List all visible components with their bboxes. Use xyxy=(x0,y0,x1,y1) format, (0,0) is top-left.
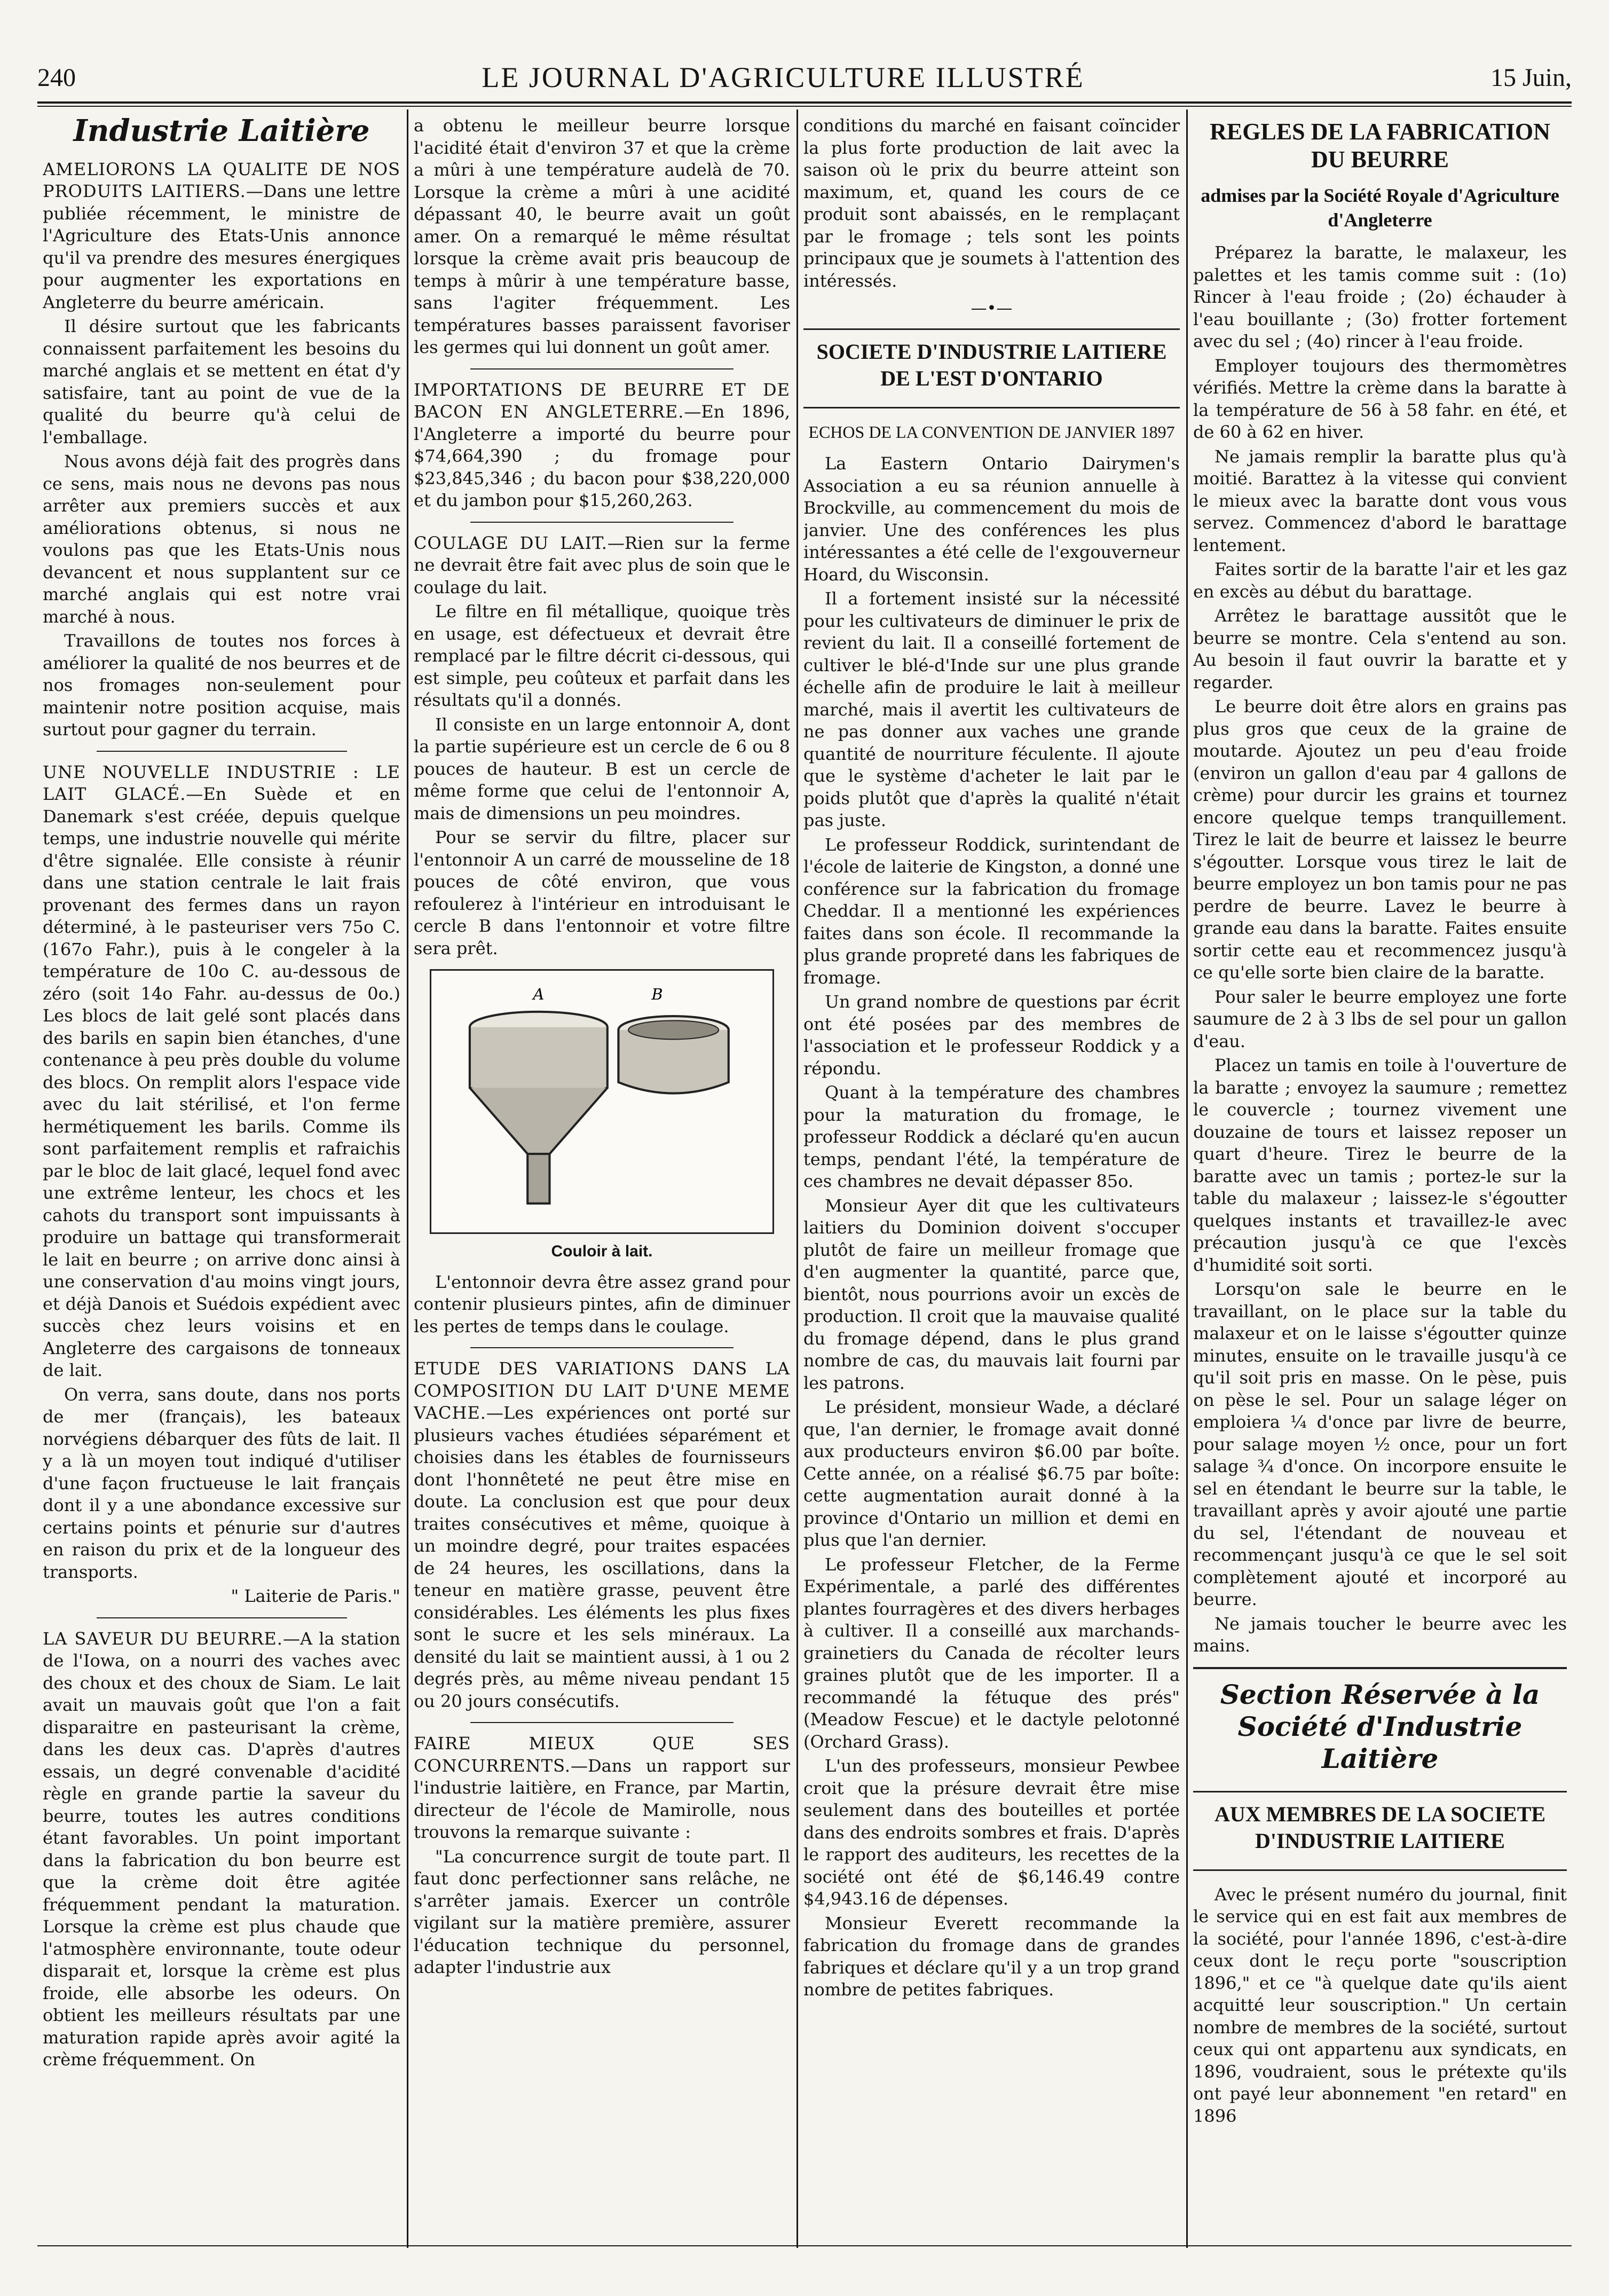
article-paragraph: La Eastern Ontario Dairymen's Association a eu sa réunion annuelle à Brockville, au commencement du mois de janvier. Une des conférences les plus intéressantes a été celle de l'exgouverneur Hoard, du Wisconsin. xyxy=(803,453,1180,585)
article-paragraph: Arrêtez le barattage aussitôt que le beurre se montre. Cela s'entend au son. Au besoin il faut ouvrir la baratte et y regarder. xyxy=(1193,606,1567,693)
article-paragraph: Il a fortement insisté sur la nécessité pour les cultivateurs de diminuer le prix de revient du lait. Il a conseillé fortement de cultiver le blé-d'Inde sur une plus grande échelle afin de produire le lait à meilleur marché, mais il avertit les cultivateurs de ne pas donner aux vaches une grande quantité de nourriture féculente. Il ajoute que le système d'acheter le lait par le poids plutôt que d'après la qualité n'était pas juste. xyxy=(803,588,1180,830)
article-paragraph: FAIRE MIEUX QUE SES CONCURRENTS.—Dans un rapport sur l'industrie laitière, en France, par Martin, directeur de l'école de Mamirolle, nous trouvons la remarque suivante : xyxy=(414,1733,790,1842)
article-paragraph: Le professeur Roddick, surintendant de l'école de laiterie de Kingston, a donné une conférence sur la fabrication du fromage Cheddar. Il a mentionné les expériences faites dans son école. Il recommande la plus grande propreté dans les fabriques de fromage. xyxy=(803,834,1180,988)
article-title: ETUDE DES VARIATIONS DANS LA COMPOSITION DU LAIT D'UNE MEME VACHE. xyxy=(414,1358,790,1423)
article-paragraph: conditions du marché en faisant coïncider la plus forte production de lait avec la saison où le prix du beurre atteint son maximum, et, quand les cours de ce produit sont abaissés, en le remplaçant par le fromage ; tels sont les points principaux que je soumets à l'attention des intéressés. xyxy=(803,115,1180,291)
article-paragraph: Faites sortir de la baratte l'air et les gaz en excès au début du barattage. xyxy=(1193,559,1567,602)
column-2 xyxy=(414,115,790,2243)
column-divider xyxy=(796,109,798,2248)
article-paragraph: Quant à la température des chambres pour la maturation du fromage, le professeur Roddick a déclaré qu'en aucun temps, pendant l'été, la température de ces chambres ne devait dépasser 85o. xyxy=(803,1082,1180,1191)
article-title: IMPORTATIONS DE BEURRE ET DE BACON EN ANGLETERRE. xyxy=(414,379,790,422)
article-paragraph: Un grand nombre de questions par écrit ont été posées par des membres de l'association et le professeur Roddick y a répondu. xyxy=(803,992,1180,1079)
article-paragraph: L'un des professeurs, monsieur Pewbee croit que la présure devrait être mise seulement dans des bouteilles et portée dans des endroits sombres et frais. D'après le rapport des auditeurs, les recettes de la société ont été de $6,146.49 contre $4,943.16 de dépenses. xyxy=(803,1756,1180,1909)
section-heading: Section Réservée à la Société d'Industrie Laitière xyxy=(1220,1678,1540,1774)
article-paragraph: Employer toujours des thermomètres vérifiés. Mettre la crème dans la baratte à la température de 56 à 58 fahr. en été, et de 60 à 62 en hiver. xyxy=(1193,355,1567,442)
milk-strainer-figure xyxy=(430,969,774,1234)
figure-label-a: A xyxy=(533,985,545,1004)
article-paragraph: Nous avons déjà fait des progrès dans ce sens, mais nous ne devons pas nous arrêter aux premiers succès et aux améliorations obtenus, si nous ne voulons pas que les Etats-Unis nous devancent et nous supplantent sur ce marché anglais qui est notre vrai marché à nous. xyxy=(43,451,400,627)
page-header xyxy=(37,53,1572,101)
article-paragraph: Préparez la baratte, le malaxeur, les palettes et les tamis comme suit : (1o) Rincer à l'eau froide ; (2o) échauder à l'eau bouillante ; (3o) frotter fortement avec du sel ; (4o) rincer à l'eau froide. xyxy=(1193,242,1567,351)
column-1 xyxy=(43,115,400,2243)
article-paragraph: IMPORTATIONS DE BEURRE ET DE BACON EN ANGLETERRE.—En 1896, l'Angleterre a importé du beurre pour $74,664,390 ; du fromage pour $23,845,346 ; du bacon pour $38,220,000 et du jambon pour $15,260,263. xyxy=(414,379,790,510)
journal-title: LE JOURNAL D'AGRICULTURE ILLUSTRÉ xyxy=(482,61,1085,93)
article-separator xyxy=(97,1617,347,1618)
issue-date: 15 Juin, xyxy=(1490,63,1572,92)
ring-b-shape xyxy=(618,1016,728,1093)
article-paragraph: Le beurre doit être alors en grains pas plus gros que ceux de la graine de moutarde. Ajoutez un peu d'eau froide (environ un gallon d'eau par 4 gallons de crème) pour durcir les grains et tournez encore quelque temps tranquillement. Tirez le lait de beurre et laissez le beurre s'égoutter. Lorsque vous tirez le lait de beurre employez un bon tamis pour ne pas perdre de beurre. Lavez le beurre à grande eau dans la baratte. Faites ensuite sortir cette eau et recommencez jusqu'à ce qu'elle sorte bien claire de la baratte. xyxy=(1193,696,1567,982)
funnel-illustration xyxy=(437,976,767,1227)
article-paragraph: Il désire surtout que les fabricants connaissent parfaitement les besoins du marché anglais et se mettent en état d'y satisfaire, tant au point de vue de la qualité du beurre qu'à celui de l'emballage. xyxy=(43,316,400,447)
header-rule-thick xyxy=(37,101,1572,104)
column-divider xyxy=(407,109,408,2248)
article-paragraph: UNE NOUVELLE INDUSTRIE : LE LAIT GLACÉ.—En Suède et en Danemark s'est créée, depuis quelque temps, une industrie nouvelle qui mérite d'être signalée. Elle consiste à réunir dans une station centrale le lait frais provenant des fermes dans un rayon déterminé, à le pasteuriser vers 75o C. (167o Fahr.), puis à le congeler à la température de 10o C. au-dessous de zéro (soit 14o Fahr. au-dessus de 0o.) Les blocs de lait gelé sont placés dans des barils en sapin bien étanches, d'une contenance à peu près double du volume des blocs. On remplit alors l'espace vide avec du lait stérilisé, et l'on ferme hermétiquement les barils. Comme ils sont parfaitement remplis et rafraichis par le bloc de lait glacé, lequel fond avec une extrême lenteur, les chocs et les cahots du transport sont impuissants à produire un battage qui transformerait le lait en beurre ; on arrive donc ainsi à une conservation d'au moins vingt jours, et déjà Danois et Suédois expédient avec succès chez leurs voisins et en Angleterre des cargaisons de tonneaux de lait. xyxy=(43,761,400,1380)
article-paragraph: Ne jamais remplir la baratte plus qu'à moitié. Barattez à la vitesse qui convient le mieux avec la baratte dont vous vous servez. Commencez d'abord le barattage lentement. xyxy=(1193,446,1567,555)
section-rule xyxy=(1193,1667,1567,1669)
article-paragraph: "La concurrence surgit de toute part. Il faut donc perfectionner sans relâche, ne s'arrêter jamais. Exercer un contrôle vigilant sur la matière première, assurer l'éducation technique du personnel, adapter l'industrie aux xyxy=(414,1846,790,1977)
column-4 xyxy=(1193,115,1567,2243)
article-paragraph: Le filtre en fil métallique, quoique très en usage, est défectueux et devrait être remplacé par le filtre décrit ci-dessous, qui est simple, peu coûteux et parfait dans les résultats qu'il a donnés. xyxy=(414,601,790,710)
article-subheading: admises par la Société Royale d'Agriculture d'Angleterre xyxy=(1201,185,1559,231)
section-heading: Industrie Laitière xyxy=(73,115,370,148)
article-paragraph: ETUDE DES VARIATIONS DANS LA COMPOSITION DU LAIT D'UNE MEME VACHE.—Les expériences ont porté sur plusieurs vaches étudiées séparément et choisies dans les étables de fournisseurs dont l'honnêteté ne peut être mise en doute. La conclusion est que pour deux traites consécutives et même, quoique à un moindre degré, pour traites espacées de 24 heures, les oscillations, dans la teneur en matière grasse, peuvent être considérables. Les éléments les plus fixes sont le sucre et les sels minéraux. La densité du lait se maintient aussi, à 1 ou 2 degrés près, au même niveau pendant 15 ou 20 jours consécutifs. xyxy=(414,1358,790,1711)
article-title: AMELIORONS LA QUALITE DE NOS PRODUITS LAITIERS. xyxy=(43,159,400,201)
article-heading: REGLES DE LA FABRICATION DU BEURRE xyxy=(1210,119,1550,172)
article-paragraph: Monsieur Everett recommande la fabrication du fromage dans de grandes fabriques et déclare qu'il y a un trop grand nombre de petites fabriques. xyxy=(803,1913,1180,2000)
ornament-divider: —•— xyxy=(971,299,1013,318)
figure-caption: Couloir à lait. xyxy=(551,1243,653,1260)
article-paragraph: a obtenu le meilleur beurre lorsque l'acidité était d'environ 37 et que la crème a mûri à une température audelà de 70. Lorsque la crème a mûri à une acidité dépassant 40, le beurre avait un goût amer. On a remarqué le même résultat lorsque la crème avait pris beaucoup de temps à mûrir à une température basse, sans l'agiter fréquemment. Les températures basses paraissent favoriser les germes qui lui donnent un goût amer. xyxy=(414,115,790,357)
figure-label-b: B xyxy=(651,985,663,1004)
column-divider xyxy=(1186,109,1188,2248)
article-heading: AUX MEMBRES DE LA SOCIETE D'INDUSTRIE LAITIERE xyxy=(1214,1802,1546,1853)
article-paragraph: Monsieur Ayer dit que les cultivateurs laitiers du Dominion doivent s'occuper plutôt de faire un meilleur fromage que d'en augmenter la quantité, parce que, bientôt, nous pourrions avoir un excès de production. Il croit que la mauvaise qualité du fromage dépend, dans le plus grand nombre de cas, du mauvais lait fourni par les patrons. xyxy=(803,1195,1180,1393)
article-paragraph: On verra, sans doute, dans nos ports de mer (français), les bateaux norvégiens débarquer des fûts de lait. Il y a là un moyen tout indiqué d'utiliser d'une façon fructueuse le lait français dont il y a une abondance excessive sur certains points et pénurie sur d'autres en raison du prix et de la longueur des transports. xyxy=(43,1384,400,1582)
article-paragraph: Travaillons de toutes nos forces à améliorer la qualité de nos beurres et de nos fromages non-seulement pour maintenir notre position acquise, mais surtout pour gagner du terrain. xyxy=(43,631,400,740)
article-separator xyxy=(470,1722,734,1723)
footer-rule xyxy=(37,2245,1572,2246)
article-paragraph: L'entonnoir devra être assez grand pour contenir plusieurs pintes, afin de diminuer les pertes de temps dans le coulage. xyxy=(414,1271,790,1336)
article-paragraph: Pour se servir du filtre, placer sur l'entonnoir A un carré de mousseline de 18 pouces de côté environ, que vous refoulerez à l'intérieur en introduisant le cercle B dans l'entonnoir et votre filtre sera prêt. xyxy=(414,827,790,958)
article-paragraph: Lorsqu'on sale le beurre en le travaillant, on le place sur la table du malaxeur et on le laisse s'égoutter quinze minutes, ensuite on le travaille jusqu'à ce qu'il soit pris en masse. On le pèse, puis on pèse le sel. Pour un salage léger on emploiera ¼ d'once par livre de beurre, pour salage moyen ½ once, pour un fort salage ¾ d'once. On incorpore ensuite le sel en étendant le beurre sur la table, le travaillant après y avoir ajouté une partie du sel, l'étendant de nouveau et recommençant jusqu'à ce que le sel soit complètement ajouté et incorporé au beurre. xyxy=(1193,1279,1567,1609)
article-paragraph: Pour saler le beurre employez une forte saumure de 2 à 3 lbs de sel pour un gallon d'eau. xyxy=(1193,986,1567,1051)
article-paragraph: Ne jamais toucher le beurre avec les mains. xyxy=(1193,1613,1567,1656)
article-paragraph: Il consiste en un large entonnoir A, dont la partie supérieure est un cercle de 6 ou 8 pouces de hauteur. B est un cercle de même forme que celui de l'entonnoir A, mais de dimensions un peu moindres. xyxy=(414,714,790,823)
article-paragraph: Le professeur Fletcher, de la Ferme Expérimentale, a parlé des différentes plantes fourragères et des divers herbages à cultiver. Il a conseillé aux marchands-grainetiers du Canada de récolter leurs graines plutôt que de les importer. Il a recommandé la fétuque des prés" (Meadow Fescue) et le dactyle pelotonné (Orchard Grass). xyxy=(803,1554,1180,1752)
header-rule-thin xyxy=(37,106,1572,107)
article-title: LA SAVEUR DU BEURRE. xyxy=(43,1628,283,1649)
column-3 xyxy=(803,115,1180,2243)
article-title: UNE NOUVELLE INDUSTRIE : LE LAIT GLACÉ. xyxy=(43,761,400,804)
article-paragraph: Avec le présent numéro du journal, finit le service qui en est fait aux membres de la société, pour l'année 1896, c'est-à-dire ceux dont le reçu porte "souscription 1896," et ce "à quelque date qu'ils aient acquitté leur souscription." Un certain nombre de membres de la société, surtout ceux qui ont appartenu aux syndicats, en 1896, voudraient, sous le prétexte qu'ils ont payé leur abonnement "en retard" en 1896 xyxy=(1193,1884,1567,2126)
article-separator xyxy=(470,368,734,369)
article-signature: " Laiterie de Paris." xyxy=(231,1586,400,1606)
article-title: FAIRE MIEUX QUE SES CONCURRENTS. xyxy=(414,1733,790,1776)
article-paragraph: Placez un tamis en toile à l'ouverture de la baratte ; envoyez la saumure ; remettez le couvercle ; tournez vivement une douzaine de tours et laissez reposer un quart d'heure. Tirez le beurre de la baratte avec un tamis ; portez-le sur la table du malaxeur ; laissez-le s'égoutter quelques instants et travaillez-le avec précaution jusqu'à ce que l'excès d'humidité soit sorti. xyxy=(1193,1055,1567,1275)
article-subheading: ECHOS DE LA CONVENTION DE JANVIER 1897 xyxy=(808,422,1175,442)
funnel-a-shape xyxy=(470,1012,608,1204)
article-paragraph: Le président, monsieur Wade, a déclaré que, l'an dernier, le fromage avait donné aux producteurs environ $6.00 par boîte. Cette année, on a réalisé $6.75 par boîte: cette augmentation aurait donné à la province d'Ontario un million et demi en plus que l'an dernier. xyxy=(803,1397,1180,1550)
article-separator xyxy=(470,1347,734,1348)
article-heading-box xyxy=(1193,1791,1567,1871)
page-number: 240 xyxy=(37,63,76,92)
article-paragraph: LA SAVEUR DU BEURRE.—A la station de l'Iowa, on a nourri des vaches avec des choux et des choux de Siam. Le lait avait un mauvais goût que l'on a fait disparaitre en pasteurisant la crème, dans les deux cas. D'après d'autres essais, un degré convenable d'acidité règle en grande partie la saveur du beurre, toutes les autres conditions étant favorables. Un point important dans la fabrication du bon beurre est que la crème doit être agitée fréquemment pendant la maturation. Lorsque la crème est plus chaude que l'atmosphère environnante, toute odeur disparait et, lorsque la crème est plus froide, elle absorbe les odeurs. On obtient les meilleurs résultats par une maturation rapide après avoir agité la crème fréquemment. On xyxy=(43,1628,400,2070)
article-heading-box xyxy=(803,328,1180,408)
article-paragraph: COULAGE DU LAIT.—Rien sur la ferme ne devrait être fait avec plus de soin que le coulage du lait. xyxy=(414,532,790,597)
article-title: COULAGE DU LAIT. xyxy=(414,532,608,553)
article-separator xyxy=(470,522,734,523)
article-heading: SOCIETE D'INDUSTRIE LAITIERE DE L'EST D'ONTARIO xyxy=(816,339,1167,390)
article-separator xyxy=(97,751,347,752)
article-paragraph: AMELIORONS LA QUALITE DE NOS PRODUITS LAITIERS.—Dans une lettre publiée récemment, le ministre de l'Agriculture des Etats-Unis annonce qu'il va prendre des mesures énergiques pour augmenter les exportations en Angleterre du beurre américain. xyxy=(43,159,400,312)
